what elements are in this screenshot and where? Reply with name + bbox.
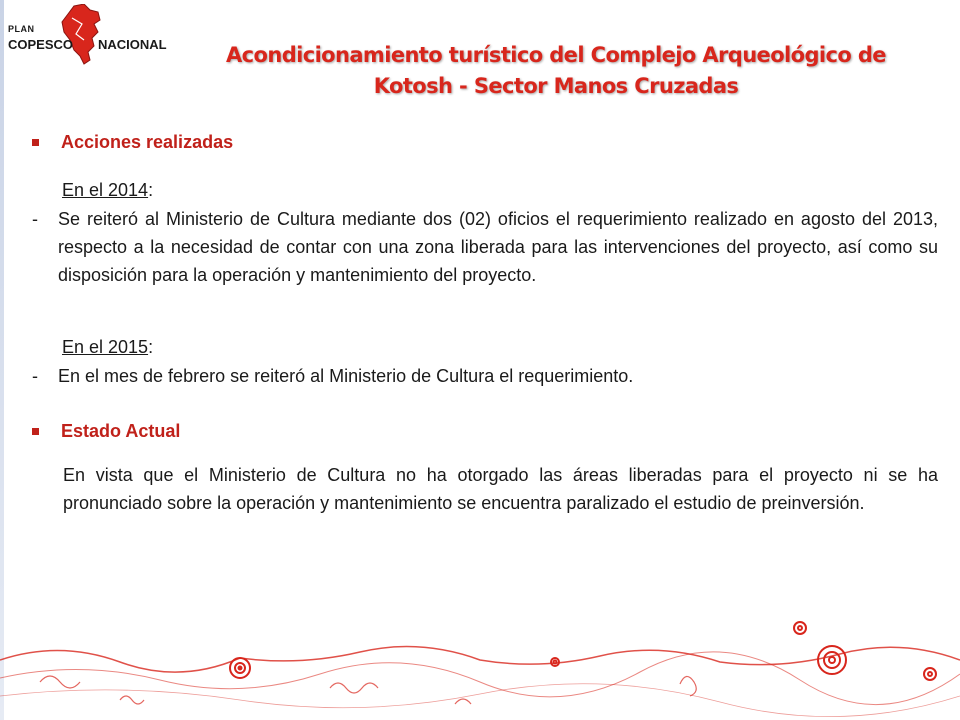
slide-title — [150, 40, 960, 102]
year-2015-label — [62, 333, 153, 361]
dash-marker: - — [32, 366, 38, 386]
year-2015-colon: : — [148, 337, 154, 357]
estado-heading-label: Estado Actual — [61, 421, 181, 441]
list-item-2015 — [32, 362, 938, 390]
logo-nacional-text: NACIONAL — [98, 37, 167, 52]
logo-plan-text: PLAN — [8, 24, 35, 34]
title-line-2: Kotosh - Sector Manos Cruzadas — [373, 74, 739, 98]
list-item-2015-text: En el mes de febrero se reiteró al Ministerio de Cultura el requerimiento. — [58, 366, 634, 386]
bullet-square-icon — [32, 139, 39, 146]
year-2014-text: En el 2014 — [62, 180, 149, 200]
acciones-heading — [32, 132, 233, 153]
year-2014-colon: : — [148, 180, 154, 200]
bullet-square-icon — [32, 428, 39, 435]
acciones-heading-label: Acciones realizadas — [61, 132, 234, 152]
plan-copesco-logo — [6, 4, 166, 64]
dash-marker: - — [32, 209, 38, 229]
year-2014-label — [62, 176, 153, 204]
peru-map-icon — [60, 4, 104, 66]
estado-heading — [32, 421, 180, 442]
logo-copesco-text: COPESCO — [8, 37, 74, 52]
list-item-2014 — [32, 205, 938, 289]
decorative-swirl-border — [0, 600, 960, 720]
list-item-2014-text: Se reiteró al Ministerio de Cultura mediante dos (02) oficios el requerimiento realizado en agosto del 2013, respecto a la necesidad de contar con una zona liberada para las intervenciones del proyecto, así como su disposición para la operación y mantenimiento del proyecto. — [58, 209, 938, 285]
year-2015-text: En el 2015 — [62, 337, 149, 357]
estado-paragraph: En vista que el Ministerio de Cultura no ha otorgado las áreas liberadas para el proyecto ni se ha pronunciado sobre la operación y mantenimiento se encuentra paralizado el estudio de preinversión. — [63, 465, 938, 513]
title-line-1: Acondicionamiento turístico del Complejo Arqueológico de — [226, 43, 886, 67]
